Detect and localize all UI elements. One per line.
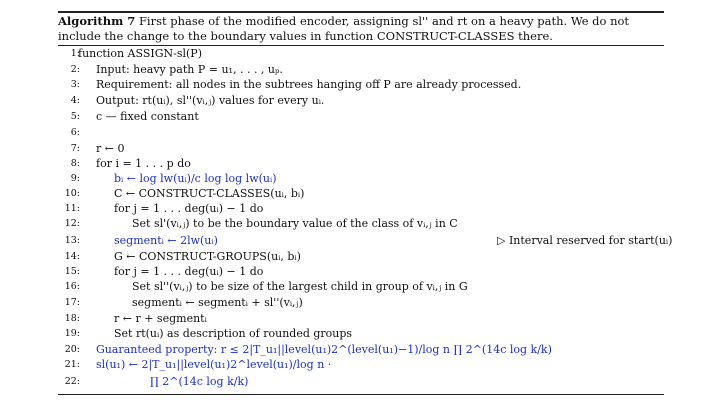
line-text: r ← r + segmentᵢ: [114, 312, 207, 325]
caption-label: Algorithm 7: [58, 14, 136, 28]
algorithm-line-21: [0, 357, 720, 372]
line-text: segmentᵢ ← segmentᵢ + sl''(vᵢ,ⱼ): [132, 296, 303, 309]
line-number: 8:: [70, 158, 80, 169]
algorithm-line-22: [0, 374, 720, 389]
line-number: 16:: [64, 281, 80, 292]
line-number: 14:: [64, 251, 80, 262]
algorithm-line-4: [0, 93, 720, 108]
line-text: for i = 1 . . . p do: [96, 157, 191, 170]
algorithm-line-15: [0, 264, 720, 279]
line-number: 9:: [70, 173, 80, 184]
line-number: 15:: [64, 266, 80, 277]
algorithm-line-3: [0, 77, 720, 92]
line-number: 4:: [70, 95, 80, 106]
algorithm-line-16: [0, 279, 720, 294]
line-text: C ← CONSTRUCT-CLASSES(uᵢ, bᵢ): [114, 187, 305, 200]
line-text: Output: rt(uᵢ), sl''(vᵢ,ⱼ) values for every uᵢ.: [96, 94, 325, 107]
line-number: 21:: [64, 359, 80, 370]
line-number: 7:: [70, 143, 80, 154]
line-number: 19:: [64, 328, 80, 339]
algorithm-line-6: [0, 125, 720, 140]
line-number: 1:: [70, 48, 80, 59]
algorithm-line-9: [0, 171, 720, 186]
line-text: Set rt(uᵢ) as description of rounded groups: [114, 327, 353, 340]
algorithm-line-17: [0, 295, 720, 310]
algorithm-line-14: [0, 249, 720, 264]
algorithm-caption: [58, 14, 668, 44]
algorithm-line-20: [0, 342, 720, 357]
line-number: 10:: [64, 188, 80, 199]
line-number: 17:: [64, 297, 80, 308]
algorithm-line-1: [0, 46, 720, 61]
line-number: 20:: [64, 344, 80, 355]
line-text: c — fixed constant: [96, 110, 199, 123]
line-number: 22:: [64, 376, 80, 387]
line-number: 18:: [64, 313, 80, 324]
algorithm-line-12: [0, 216, 720, 231]
line-text: for j = 1 . . . deg(uᵢ) − 1 do: [114, 202, 264, 215]
algorithm-line-19: [0, 326, 720, 341]
algorithm-line-5: [0, 109, 720, 124]
line-text: Input: heavy path P = u₁, . . . , uₚ.: [96, 63, 283, 76]
line-text: G ← CONSTRUCT-GROUPS(uᵢ, bᵢ): [114, 250, 301, 263]
line-number: 5:: [70, 111, 80, 122]
line-number: 2:: [70, 64, 80, 75]
line-comment: ▷ Interval reserved for start(uᵢ): [497, 234, 673, 247]
algorithm-line-11: [0, 201, 720, 216]
line-text: r ← 0: [96, 142, 125, 155]
line-number: 6:: [70, 127, 80, 138]
line-text: segmentᵢ ← 2lw(uᵢ): [114, 234, 218, 247]
line-text: Set sl'(vᵢ,ⱼ) to be the boundary value of the class of vᵢ,ⱼ in C: [132, 217, 458, 230]
line-text: Set sl''(vᵢ,ⱼ) to be size of the largest child in group of vᵢ,ⱼ in G: [132, 280, 468, 293]
algorithm-line-10: [0, 186, 720, 201]
caption-text: First phase of the modified encoder, assigning sl'' and rt on a heavy path. We do not include the change to the boundary values in function CONSTRUCT-CLASSES there.: [58, 14, 630, 43]
line-number: 12:: [64, 218, 80, 229]
algorithm-line-8: [0, 156, 720, 171]
algorithm-line-13: [0, 233, 720, 248]
line-text: function ASSIGN-sl(P): [78, 47, 202, 60]
line-text: ∏ 2^(14c log k/k): [150, 375, 249, 388]
line-number: 3:: [70, 79, 80, 90]
bottom-rule: [58, 394, 664, 395]
line-text: bᵢ ← log lw(uᵢ)/c log log lw(uᵢ): [114, 172, 277, 185]
algorithm-line-18: [0, 311, 720, 326]
line-text: for j = 1 . . . deg(uᵢ) − 1 do: [114, 265, 264, 278]
line-number: 11:: [64, 203, 80, 214]
line-number: 13:: [64, 235, 80, 246]
line-text: Guaranteed property: r ≤ 2|T_u₁||level(u₁)2^(level(u₁)−1)/log n ∏ 2^(14c log k/k): [96, 343, 552, 356]
line-text: sl(u₁) ← 2|T_u₁||level(u₁)2^level(u₁)/log n ·: [96, 358, 332, 371]
algorithm-line-7: [0, 141, 720, 156]
algorithm-line-2: [0, 62, 720, 77]
line-text: Requirement: all nodes in the subtrees hanging off P are already processed.: [96, 78, 522, 91]
top-rule: [58, 11, 664, 13]
